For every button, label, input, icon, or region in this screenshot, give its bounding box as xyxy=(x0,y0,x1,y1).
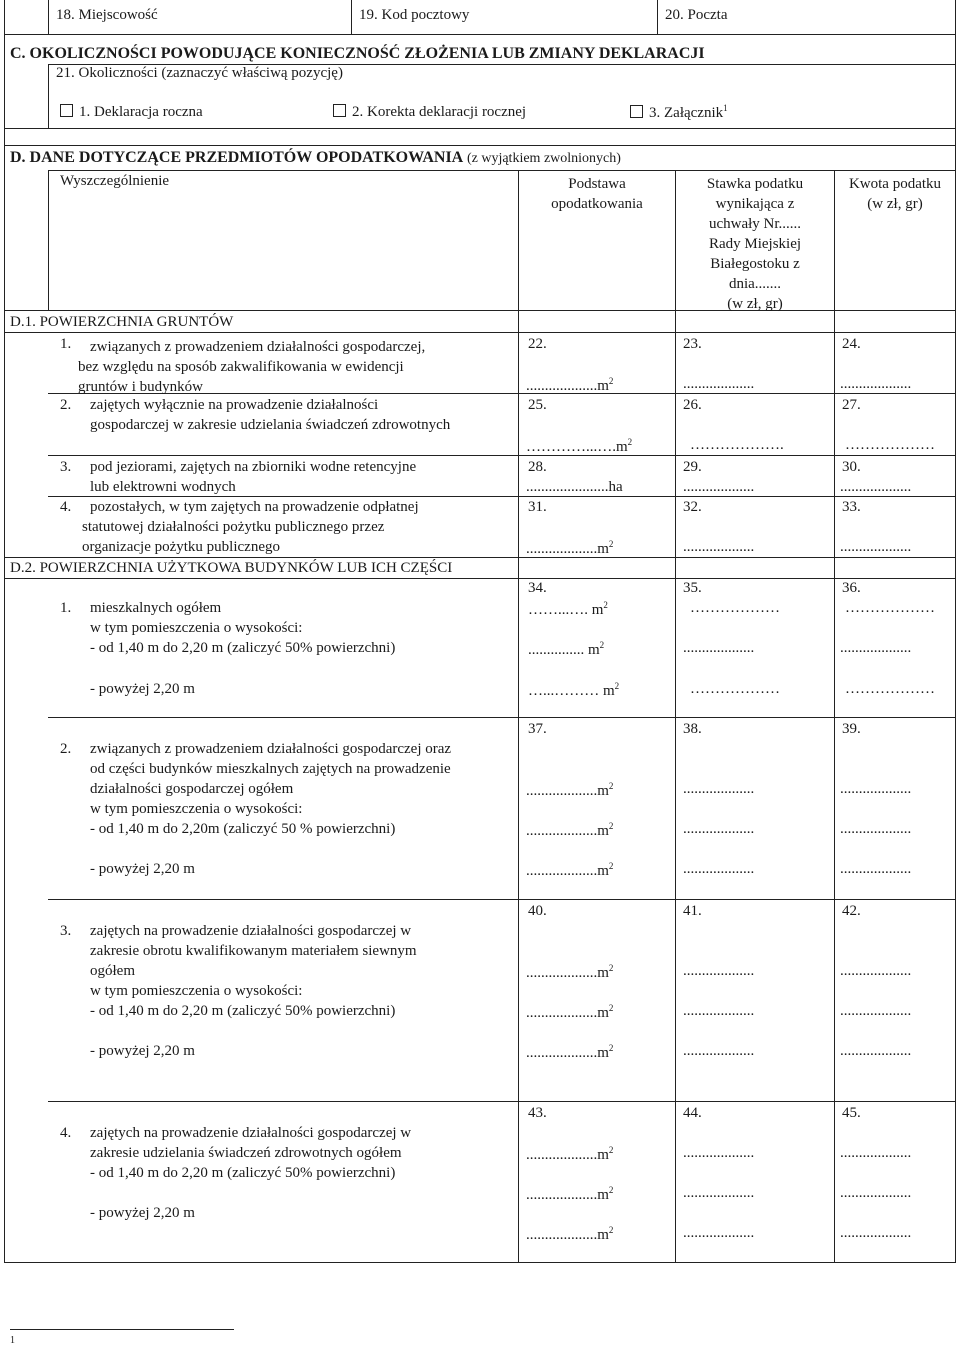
d1-row4-line1: pozostałych, w tym zajętych na prowadzenie odpłatnej xyxy=(90,499,419,515)
top-row-divider xyxy=(4,34,956,35)
option-annual[interactable] xyxy=(60,104,203,120)
field-41-high[interactable]: ................... xyxy=(683,1043,755,1059)
field-35-total[interactable]: ……………… xyxy=(690,600,780,616)
h-header-top xyxy=(48,170,956,171)
d1-row2-line2: gospodarczej w zakresie udzielania świadczeń zdrowotnych xyxy=(90,417,451,433)
field-34-high-value: …...……… m xyxy=(528,683,615,699)
d1-row1-line1: związanych z prowadzeniem działalności gospodarczej, xyxy=(90,339,426,355)
header-rate-l3: uchwały Nr...... xyxy=(708,216,802,232)
d1-row1-desc-cont xyxy=(78,357,404,397)
h-d2-r2 xyxy=(48,899,956,900)
field-24-input[interactable]: ................... xyxy=(840,376,912,392)
unit-exp: 2 xyxy=(614,681,620,691)
field-40-total-value: ...................m xyxy=(526,965,609,981)
d1-title: D.1. POWIERZCHNIA GRUNTÓW xyxy=(10,314,234,330)
spec-left-inner xyxy=(48,170,49,310)
field-38-low[interactable]: ................... xyxy=(683,821,755,837)
field-44-total[interactable]: ................... xyxy=(683,1145,755,1161)
field-37-total[interactable] xyxy=(526,782,613,799)
field-33-input[interactable]: ................... xyxy=(840,539,912,555)
field-45-low[interactable]: ................... xyxy=(840,1185,912,1201)
field-42-high[interactable]: ................... xyxy=(840,1043,912,1059)
d2-title: D.2. POWIERZCHNIA UŻYTKOWA BUDYNKÓW LUB ICH CZĘŚCI xyxy=(10,560,453,576)
field-post[interactable]: 20. Poczta xyxy=(665,7,728,23)
field-26-label: 26. xyxy=(683,397,702,413)
field-38-label: 38. xyxy=(683,721,702,737)
field-45-high[interactable]: ................... xyxy=(840,1225,912,1241)
d2-row1-num: 1. xyxy=(60,600,72,616)
h-d1-r3 xyxy=(48,496,956,497)
d2-row4-line2: zakresie udzielania świadczeń zdrowotnych ogółem xyxy=(90,1145,402,1161)
field-43-total-value: ...................m xyxy=(526,1147,609,1163)
field-37-high[interactable] xyxy=(526,862,613,879)
field-30-input[interactable]: ................... xyxy=(840,479,912,495)
top-row-left-bar xyxy=(48,0,49,34)
field-39-label: 39. xyxy=(842,721,861,737)
field-43-low-value: ...................m xyxy=(526,1187,609,1203)
field-34-label: 34. xyxy=(528,580,547,596)
field-31-value: ...................m xyxy=(526,541,609,557)
field-29-input[interactable]: ................... xyxy=(683,479,755,495)
field-43-low[interactable] xyxy=(526,1186,613,1203)
option-annual-label: 1. Deklaracja roczna xyxy=(79,104,203,120)
field-43-high[interactable] xyxy=(526,1226,613,1243)
field-44-label: 44. xyxy=(683,1105,702,1121)
field-42-low[interactable]: ................... xyxy=(840,1003,912,1019)
field-39-low[interactable]: ................... xyxy=(840,821,912,837)
option-correction-label: 2. Korekta deklaracji rocznej xyxy=(352,104,527,120)
field-41-low[interactable]: ................... xyxy=(683,1003,755,1019)
header-rate-l4: Rady Miejskiej xyxy=(708,236,802,252)
d2-row4-line1: zajętych na prowadzenie działalności gospodarczej w xyxy=(90,1125,412,1141)
d2-row2-line6: - powyżej 2,20 m xyxy=(90,861,195,877)
field-27-input[interactable]: ……………… xyxy=(845,437,935,453)
field-30-label: 30. xyxy=(842,459,861,475)
d2-row4-num: 4. xyxy=(60,1125,72,1141)
field-43-total[interactable] xyxy=(526,1146,613,1163)
field-36-high[interactable]: ……………… xyxy=(845,681,935,697)
field-36-low[interactable]: ................... xyxy=(840,640,912,656)
field-42-label: 42. xyxy=(842,903,861,919)
unit-exp: 2 xyxy=(608,821,614,831)
field-31-input[interactable] xyxy=(526,540,613,557)
field-34-total[interactable] xyxy=(528,601,608,618)
option-correction[interactable] xyxy=(333,104,526,120)
d2-row3-line2: zakresie obrotu kwalifikowanym materiałem siewnym xyxy=(90,943,417,959)
field-45-label: 45. xyxy=(842,1105,861,1121)
unit-exp: 2 xyxy=(608,963,614,973)
d2-row3-num: 3. xyxy=(60,923,72,939)
section-d-title xyxy=(10,150,621,166)
d2-row2-line4: w tym pomieszczenia o wysokości: xyxy=(90,801,303,817)
unit-exp: 2 xyxy=(608,1225,614,1235)
field-23-input[interactable]: ................... xyxy=(683,376,755,392)
field-postal[interactable]: 19. Kod pocztowy xyxy=(359,7,470,23)
top-row-sep1 xyxy=(351,0,352,34)
d1-row3-line2: lub elektrowni wodnych xyxy=(90,479,236,495)
col-sep-rate-amt xyxy=(834,170,835,1262)
field-42-total[interactable]: ................... xyxy=(840,963,912,979)
field-40-low[interactable] xyxy=(526,1004,613,1021)
footnote-rule xyxy=(10,1329,234,1330)
field-39-total[interactable]: ................... xyxy=(840,781,912,797)
d2-row2-line3: działalności gospodarczej ogółem xyxy=(90,781,294,797)
d2-row3-line6: - powyżej 2,20 m xyxy=(90,1043,195,1059)
header-rate-l6: dnia....... xyxy=(728,276,782,292)
header-rate-l1: Stawka podatku xyxy=(706,176,804,192)
field-36-total[interactable]: ……………… xyxy=(845,600,935,616)
d2-row3-line5: - od 1,40 m do 2,20 m (zaliczyć 50% powierzchni) xyxy=(90,1003,396,1019)
field-28-input[interactable]: ......................ha xyxy=(526,479,623,495)
field-25-value: …………...….m xyxy=(526,439,628,455)
checkbox-annual[interactable] xyxy=(60,104,73,117)
unit-exp: 2 xyxy=(603,600,608,610)
field-44-low[interactable]: ................... xyxy=(683,1185,755,1201)
field-40-high-value: ...................m xyxy=(526,1045,609,1061)
header-rate-l2: wynikająca z xyxy=(715,196,795,212)
h-d2-r1 xyxy=(48,717,956,718)
footnote-mark: 1 xyxy=(10,1335,15,1346)
d2-row2-line5: - od 1,40 m do 2,20m (zaliczyć 50 % powierzchni) xyxy=(90,821,396,837)
section-d-title-text: D. DANE DOTYCZĄCE PRZEDMIOTÓW OPODATKOWANIA xyxy=(10,149,464,166)
c-inner-left xyxy=(48,64,49,128)
header-amount xyxy=(835,174,955,214)
header-base xyxy=(519,174,675,214)
d1-row1-line2: bez względu na sposób zakwalifikowania w ewidencji xyxy=(78,359,404,375)
field-21-label: 21. Okoliczności (zaznaczyć właściwą pozycję) xyxy=(56,65,343,81)
col-sep-base-rate xyxy=(675,170,676,1262)
field-25-unit-exp: 2 xyxy=(627,437,633,447)
field-32-input[interactable]: ................... xyxy=(683,539,755,555)
d1-row4-line3: organizacje pożytku publicznego xyxy=(82,539,280,555)
field-31-label: 31. xyxy=(528,499,547,515)
header-rate-l7: (w zł, gr) xyxy=(727,296,783,312)
d1-row4-line2: statutowej działalności pożytku publicznego przez xyxy=(82,519,385,535)
field-25-input[interactable] xyxy=(526,438,632,455)
field-35-low[interactable]: ................... xyxy=(683,640,755,656)
field-44-high[interactable]: ................... xyxy=(683,1225,755,1241)
d1-row1-desc xyxy=(90,337,425,357)
unit-exp: 2 xyxy=(608,781,614,791)
header-base-l1: Podstawa xyxy=(568,176,626,192)
d2-row1-line1: mieszkalnych ogółem xyxy=(90,600,222,616)
header-base-l2: opodatkowania xyxy=(551,196,643,212)
unit-exp: 2 xyxy=(608,1043,614,1053)
d1-row4-num: 4. xyxy=(60,499,72,515)
d2-row4-line4: - powyżej 2,20 m xyxy=(90,1205,195,1221)
d2-row3-line1: zajętych na prowadzenie działalności gospodarczej w xyxy=(90,923,412,939)
d2-row2-line1: związanych z prowadzeniem działalności gospodarczej oraz xyxy=(90,741,452,757)
field-35-high[interactable]: ……………… xyxy=(690,681,780,697)
field-43-high-value: ...................m xyxy=(526,1227,609,1243)
header-amount-l1: Kwota podatku xyxy=(848,176,942,192)
field-41-total[interactable]: ................... xyxy=(683,963,755,979)
d2-row2-line2: od części budynków mieszkalnych zajętych na prowadzenie xyxy=(90,761,451,777)
d1-row2-num: 2. xyxy=(60,397,72,413)
field-26-input[interactable]: ………………. xyxy=(690,437,784,453)
field-40-high[interactable] xyxy=(526,1044,613,1061)
footnote-ref: 1 xyxy=(723,103,728,113)
h-d2-title xyxy=(4,578,956,579)
field-28-label: 28. xyxy=(528,459,547,475)
checkbox-attachment[interactable] xyxy=(630,105,643,118)
header-amount-l2: (w zł, gr) xyxy=(867,196,923,212)
field-city[interactable]: 18. Miejscowość xyxy=(56,7,158,23)
field-40-low-value: ...................m xyxy=(526,1005,609,1021)
field-34-low[interactable] xyxy=(528,641,604,658)
top-row-sep2 xyxy=(657,0,658,34)
field-37-label: 37. xyxy=(528,721,547,737)
d2-row1-line3: - od 1,40 m do 2,20 m (zaliczyć 50% powierzchni) xyxy=(90,640,396,656)
d2-row4-line3: - od 1,40 m do 2,20 m (zaliczyć 50% powierzchni) xyxy=(90,1165,396,1181)
h-d1-title xyxy=(4,332,956,333)
field-40-total[interactable] xyxy=(526,964,613,981)
unit-exp: 2 xyxy=(608,1185,614,1195)
field-22-input[interactable] xyxy=(526,377,613,394)
field-45-total[interactable]: ................... xyxy=(840,1145,912,1161)
h-d2-r3 xyxy=(48,1101,956,1102)
d1-row1-line3: gruntów i budynków xyxy=(78,379,203,395)
field-38-high[interactable]: ................... xyxy=(683,861,755,877)
d1-row3-num: 3. xyxy=(60,459,72,475)
d2-row1-line4: - powyżej 2,20 m xyxy=(90,681,195,697)
field-27-label: 27. xyxy=(842,397,861,413)
field-36-label: 36. xyxy=(842,580,861,596)
d-title-under xyxy=(4,145,956,146)
field-22-unit-exp: 2 xyxy=(608,376,614,386)
field-34-low-value: ............... m xyxy=(528,642,600,658)
field-32-label: 32. xyxy=(683,499,702,515)
header-spec: Wyszczególnienie xyxy=(60,173,170,189)
field-22-value: ...................m xyxy=(526,378,609,394)
d2-row1-line2: w tym pomieszczenia o wysokości: xyxy=(90,620,303,636)
unit-exp: 2 xyxy=(599,640,605,650)
field-41-label: 41. xyxy=(683,903,702,919)
field-23-label: 23. xyxy=(683,336,702,352)
d2-row3-line4: w tym pomieszczenia o wysokości: xyxy=(90,983,303,999)
field-22-label: 22. xyxy=(528,336,547,352)
option-attachment-label: 3. Załącznik xyxy=(649,105,724,121)
frame-left xyxy=(4,0,5,1263)
field-37-high-value: ...................m xyxy=(526,863,609,879)
h-d1-r4 xyxy=(4,557,956,558)
d1-row2-line1: zajętych wyłącznie na prowadzenie działalności xyxy=(90,397,379,413)
d1-row3-line1: pod jeziorami, zajętych na zbiorniki wodne retencyjne xyxy=(90,459,417,475)
field-38-total[interactable]: ................... xyxy=(683,781,755,797)
header-rate xyxy=(676,174,834,314)
field-34-total-value: ……...…. m xyxy=(528,602,604,618)
col-sep-spec-base xyxy=(518,170,519,1262)
option-attachment[interactable] xyxy=(630,104,728,121)
field-43-label: 43. xyxy=(528,1105,547,1121)
field-34-high[interactable] xyxy=(528,682,619,699)
field-37-low-value: ...................m xyxy=(526,823,609,839)
field-37-low[interactable] xyxy=(526,822,613,839)
frame-bottom xyxy=(4,1262,956,1263)
field-29-label: 29. xyxy=(683,459,702,475)
h-d1-r2 xyxy=(48,455,956,456)
field-24-label: 24. xyxy=(842,336,861,352)
field-40-label: 40. xyxy=(528,903,547,919)
d2-row3-line3: ogółem xyxy=(90,963,135,979)
unit-exp: 2 xyxy=(608,1145,614,1155)
d1-row1-num: 1. xyxy=(60,336,72,352)
section-d-title-note: (z wyjątkiem zwolnionych) xyxy=(466,151,621,166)
field-39-high[interactable]: ................... xyxy=(840,861,912,877)
frame-right xyxy=(955,0,956,1263)
unit-exp: 2 xyxy=(608,861,614,871)
field-31-unit-exp: 2 xyxy=(608,539,614,549)
checkbox-correction[interactable] xyxy=(333,104,346,117)
field-35-label: 35. xyxy=(683,580,702,596)
header-rate-l5: Białegostoku z xyxy=(710,256,800,272)
unit-exp: 2 xyxy=(608,1003,614,1013)
d2-row2-num: 2. xyxy=(60,741,72,757)
field-33-label: 33. xyxy=(842,499,861,515)
c-bottom xyxy=(4,128,956,129)
field-25-label: 25. xyxy=(528,397,547,413)
section-c-title: C. OKOLICZNOŚCI POWODUJĄCE KONIECZNOŚĆ ZŁOŻENIA LUB ZMIANY DEKLARACJI xyxy=(10,45,705,62)
field-37-total-value: ...................m xyxy=(526,783,609,799)
